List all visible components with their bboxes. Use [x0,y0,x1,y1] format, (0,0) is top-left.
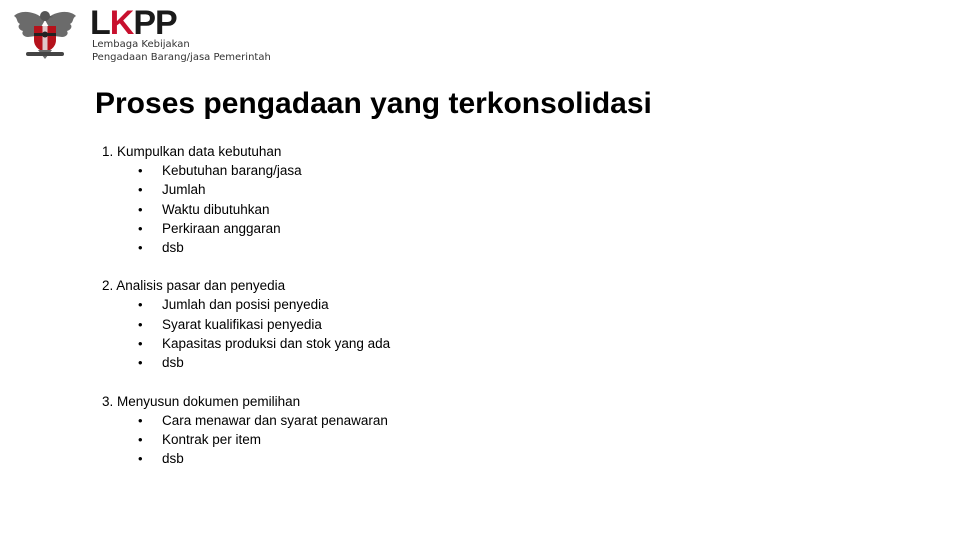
bullet-dot-icon: • [138,297,143,313]
lkpp-subtitle-line2: Pengadaan Barang/jasa Pemerintah [92,52,271,63]
bullet-item [102,430,702,449]
bullet-item [102,334,702,353]
bullet-dot-icon: • [138,412,143,428]
bullet-dot-icon: • [138,336,143,352]
bullet-dot-icon: • [138,240,143,256]
bullet-item [102,353,702,372]
bullet-text: Cara menawar dan syarat penawaran [162,412,388,428]
bullet-dot-icon: • [138,201,143,217]
section-2 [102,276,702,372]
bullet-item [102,219,702,238]
bullet-text: Kontrak per item [162,431,262,447]
bullet-dot-icon: • [138,316,143,332]
bullet-dot-icon: • [138,182,143,198]
bullet-text: Syarat kualifikasi penyedia [162,316,322,332]
bullet-text: Waktu dibutuhkan [162,201,270,217]
bullet-text: dsb [162,240,184,256]
section-3 [102,392,702,469]
bullet-text: Kapasitas produksi dan stok yang ada [162,336,391,352]
bullet-dot-icon: • [138,163,143,178]
bullet-item [102,238,702,257]
bullet-list [102,161,702,257]
bullet-item [102,161,702,180]
bullet-list [102,411,702,469]
bullet-item [102,180,702,199]
section-heading: 3. Menyusun dokumen pemilihan [102,393,301,409]
section-heading: 2. Analisis pasar dan penyedia [102,278,286,294]
bullet-item [102,411,702,430]
bullet-dot-icon: • [138,220,143,236]
bullet-item [102,295,702,314]
bullet-list [102,295,702,372]
section-1 [102,142,702,257]
lkpp-logo [90,6,290,62]
lkpp-wordmark [90,6,177,40]
lkpp-logo-text: LKPP [90,4,177,42]
slide-title: Proses pengadaan yang terkonsolidasi [95,87,652,120]
bullet-dot-icon: • [138,451,143,467]
bullet-text: dsb [162,451,184,467]
bullet-text: Perkiraan anggaran [162,220,281,236]
bullet-dot-icon: • [138,355,143,371]
garuda-emblem-icon [12,6,78,60]
bullet-text: Kebutuhan barang/jasa [162,163,302,178]
bullet-text: Jumlah dan posisi penyedia [162,297,329,313]
slide-content [102,142,702,488]
bullet-item [102,315,702,334]
lkpp-subtitle-line1: Lembaga Kebijakan [92,39,190,50]
section-heading: 1. Kumpulkan data kebutuhan [102,144,282,159]
bullet-item [102,200,702,219]
bullet-text: Jumlah [162,182,206,198]
bullet-item [102,449,702,468]
bullet-text: dsb [162,355,184,371]
bullet-dot-icon: • [138,431,143,447]
